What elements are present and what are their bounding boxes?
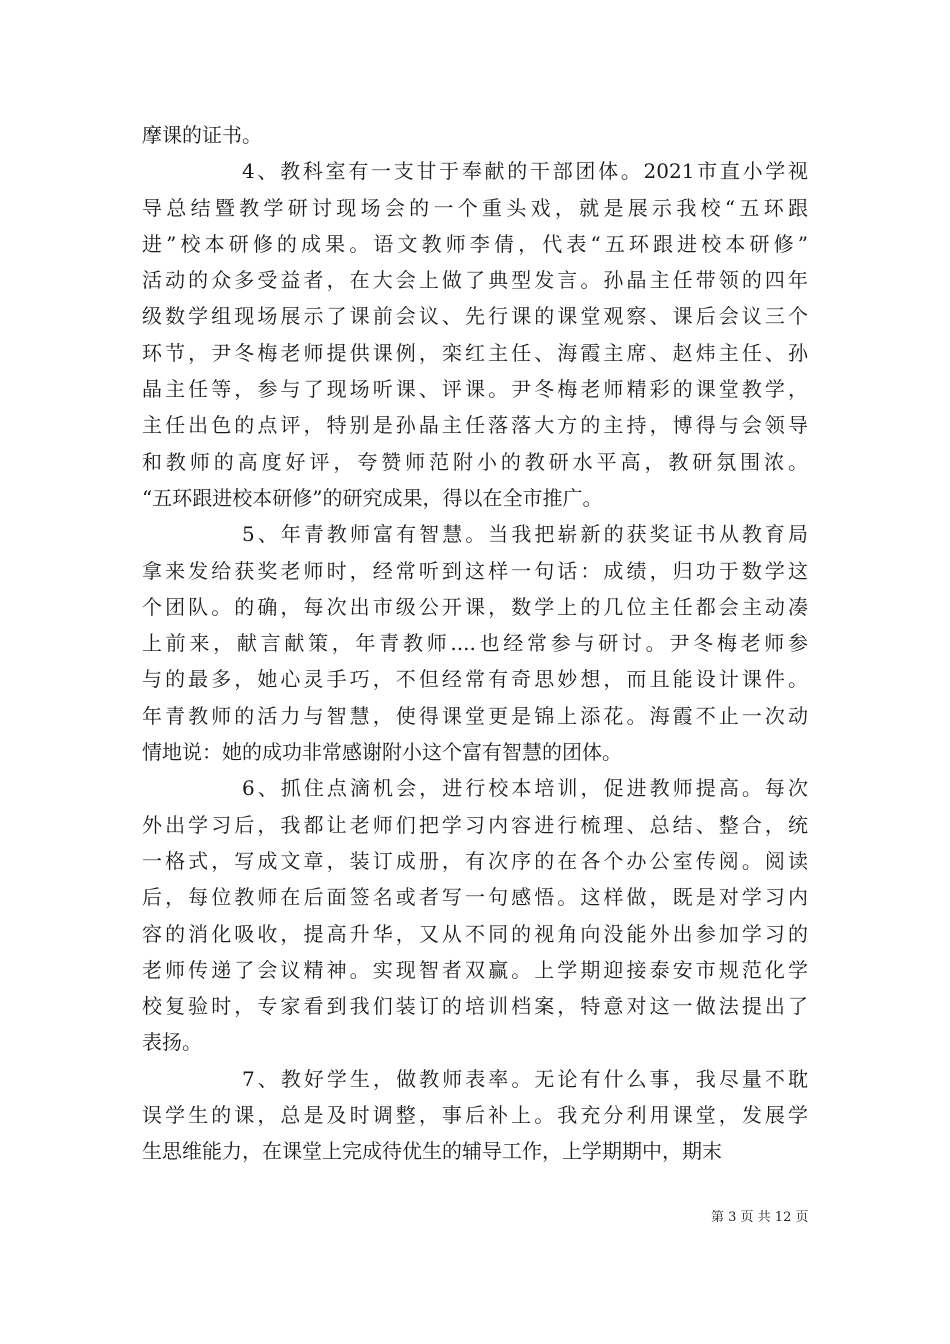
- text-line: 老师传递了会议精神。实现智者双赢。上学期迎接泰安市规范化学: [142, 957, 808, 982]
- text-line: 个团队。的确，每次出市级公开课，数学上的几位主任都会主动凑: [142, 594, 808, 619]
- text-line: 7、教好学生，做教师表率。无论有什么事，我尽量不耽: [242, 1066, 808, 1091]
- text-line: 主任出色的点评，特别是孙晶主任落落大方的主持，博得与会领导: [142, 413, 808, 438]
- text-line: 上前来，献言献策，年青教师....也经常参与研讨。尹冬梅老师参: [142, 631, 808, 656]
- text-line: 后，每位教师在后面签名或者写一句感悟。这样做，既是对学习内: [142, 885, 808, 910]
- paragraph: [142, 770, 808, 1060]
- paragraph: [142, 1061, 808, 1170]
- text-line: 和教师的高度好评，夸赞师范附小的教研水平高，教研氛围浓。: [142, 449, 808, 474]
- text-line: 晶主任等，参与了现场听课、评课。尹冬梅老师精彩的课堂教学，: [142, 377, 808, 402]
- text-line: 环节，尹冬梅老师提供课例，栾红主任、海霞主席、赵炜主任、孙: [142, 340, 808, 365]
- document-body: [142, 117, 808, 1170]
- text-line: 导总结暨教学研讨现场会的一个重头戏，就是展示我校“五环跟: [142, 195, 808, 220]
- text-line: 级数学组现场展示了课前会议、先行课的课堂观察、课后会议三个: [142, 304, 808, 329]
- text-line: 摩课的证书。: [142, 123, 262, 147]
- text-line: 容的消化吸收，提高升华，又从不同的视角向没能外出参加学习的: [142, 921, 808, 946]
- page-footer: 第 3 页 共 12 页: [711, 1210, 809, 1225]
- text-line: “五环跟进校本研修”的研究成果，得以在全市推广。: [142, 485, 603, 510]
- text-line: 情地说：她的成功非常感谢附小这个富有智慧的团体。: [142, 740, 622, 765]
- text-line: 与的最多，她心灵手巧，不但经常有奇思妙想，而且能设计课件。: [142, 667, 808, 692]
- text-line: 外出学习后，我都让老师们把学习内容进行梳理、总结、整合，统: [142, 812, 808, 837]
- text-line: 生思维能力，在课堂上完成待优生的辅导工作，上学期期中，期末: [142, 1139, 722, 1164]
- text-line: 表扬。: [142, 1030, 202, 1055]
- text-line: 5、年青教师富有智慧。当我把崭新的获奖证书从教育局: [242, 522, 808, 547]
- text-line: 6、抓住点滴机会，进行校本培训，促进教师提高。每次: [242, 776, 808, 801]
- text-line: 一格式，写成文章，装订成册，有次序的在各个办公室传阅。阅读: [142, 848, 808, 873]
- text-line: 拿来发给获奖老师时，经常听到这样一句话：成绩，归功于数学这: [142, 558, 808, 583]
- paragraph: [142, 117, 808, 153]
- text-line: 校复验时，专家看到我们装订的培训档案，特意对这一做法提出了: [142, 994, 808, 1019]
- text-line: 活动的众多受益者，在大会上做了典型发言。孙晶主任带领的四年: [142, 268, 808, 293]
- paragraph: [142, 153, 808, 516]
- paragraph: [142, 516, 808, 770]
- text-line: 4、教科室有一支甘于奉献的干部团体。2021市直小学视: [242, 159, 808, 184]
- text-line: 进”校本研修的成果。语文教师李倩，代表“五环跟进校本研修”: [142, 231, 808, 256]
- text-line: 误学生的课，总是及时调整，事后补上。我充分利用课堂，发展学: [142, 1103, 808, 1128]
- text-line: 年青教师的活力与智慧，使得课堂更是锦上添花。海霞不止一次动: [142, 703, 808, 728]
